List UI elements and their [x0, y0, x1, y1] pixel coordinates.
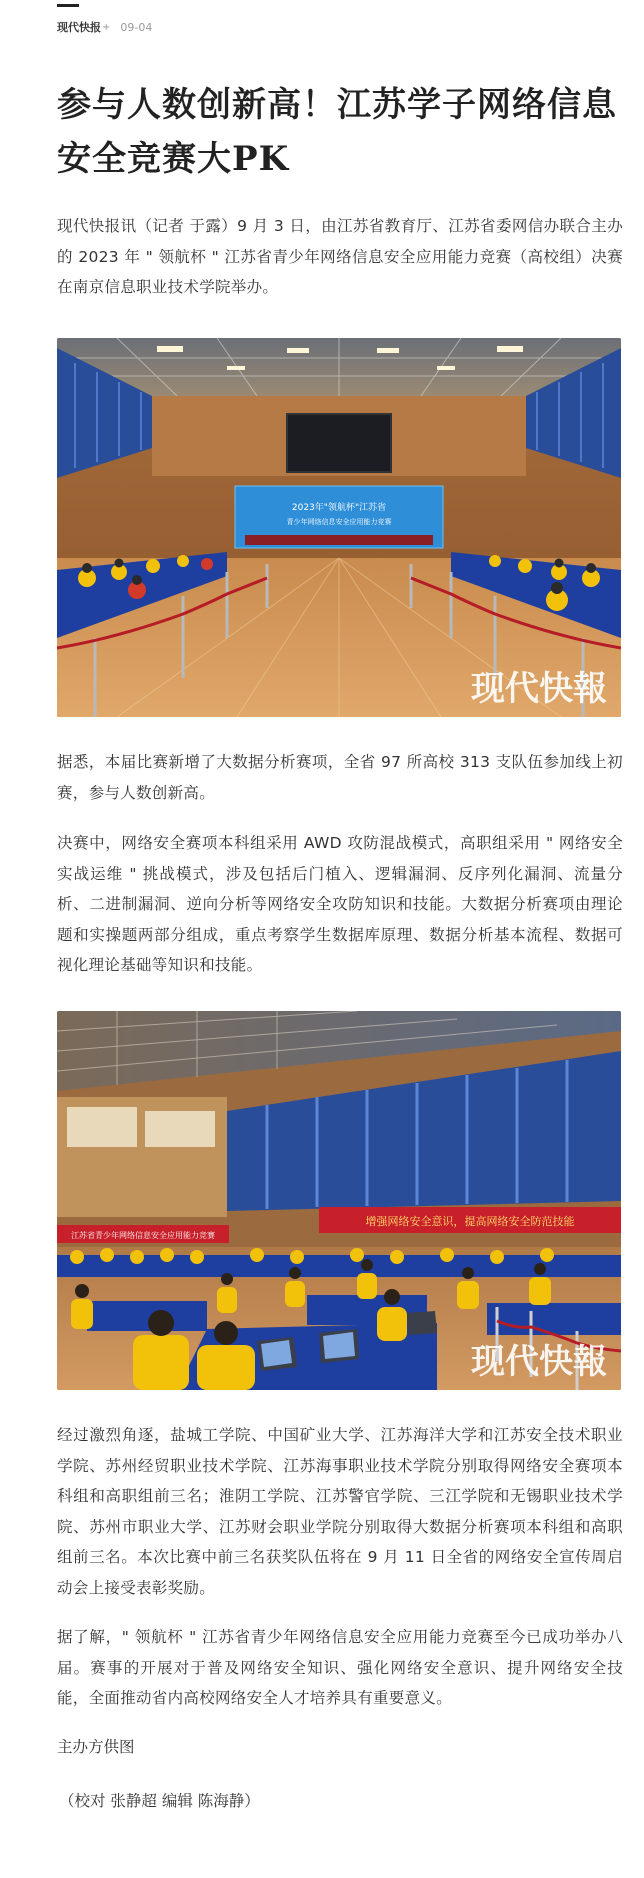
paragraph-background: 据了解，" 领航杯 " 江苏省青少年网络信息安全应用能力竞赛至今已成功举办八届。赛事的开展对于普及网络安全知识、强化网络安全意识、提升网络安全技能，全面推动省内高校网络安全人才培养具有重要意义。	[57, 1628, 623, 1707]
photo-watermark: 现代快報	[471, 669, 607, 709]
plus-icon[interactable]: +	[102, 21, 111, 33]
source-name[interactable]: 现代快报	[57, 21, 101, 34]
article-meta	[57, 19, 152, 35]
top-accent-bar	[57, 4, 79, 7]
article-title: 参与人数创新高！江苏学子网络信息安全竞赛大PK	[57, 85, 617, 179]
paragraph-results: 经过激烈角逐，盐城工学院、中国矿业大学、江苏海洋大学和江苏安全技术职业学院、苏州经贸职业技术学院、江苏海事职业技术学院分别取得网络安全赛项本科组和高职组前三名；淮阴工学院、江苏警官学院、三江学院和无锡职业技术学院、苏州市职业大学、江苏财会职业学院分别取得大数据分析赛项本科组和高职组前三名。本次比赛中前三名获奖队伍将在 9 月 11 日全省的网络安全宣传周启动会上接受表彰奖励。	[57, 1426, 623, 1597]
photo-contestants-at-tables	[57, 1011, 621, 1390]
photo-watermark: 现代快報	[471, 1342, 607, 1382]
stage-screen-line1: 2023年"领航杯"江苏省	[291, 503, 387, 513]
stage-screen-line2: 青少年网络信息安全应用能力竞赛	[286, 518, 392, 526]
publish-date: 09-04	[120, 20, 153, 34]
photo-credit: 主办方供图	[57, 1738, 135, 1756]
banner-right-text: 增强网络安全意识，提高网络安全防范技能	[365, 1215, 575, 1228]
banner-left-text: 江苏省青少年网络信息安全应用能力竞赛	[71, 1231, 215, 1240]
photo-competition-hall-stage	[57, 338, 621, 717]
editor-note: （校对 张静超 编辑 陈海静）	[59, 1792, 260, 1810]
paragraph-overview: 据悉，本届比赛新增了大数据分析赛项，全省 97 所高校 313 支队伍参加线上初赛，参与人数创新高。	[57, 753, 623, 802]
paragraph-final-format: 决赛中，网络安全赛项本科组采用 AWD 攻防混战模式，高职组采用 " 网络安全实战运维 " 挑战模式，涉及包括后门植入、逻辑漏洞、反序列化漏洞、流量分析、二进制漏洞、逆向分析等网络安全攻防知识和技能。大数据分析赛项由理论题和实操题两部分组成，重点考察学生数据库原理、数据分析基本流程、数据可视化理论基础等知识和技能。	[57, 834, 623, 974]
paragraph-intro: 现代快报讯（记者 于露）9 月 3 日，由江苏省教育厅、江苏省委网信办联合主办的 2023 年 " 领航杯 " 江苏省青少年网络信息安全应用能力竞赛（高校组）决赛在南京信息职业技术学院举办。	[57, 217, 623, 296]
